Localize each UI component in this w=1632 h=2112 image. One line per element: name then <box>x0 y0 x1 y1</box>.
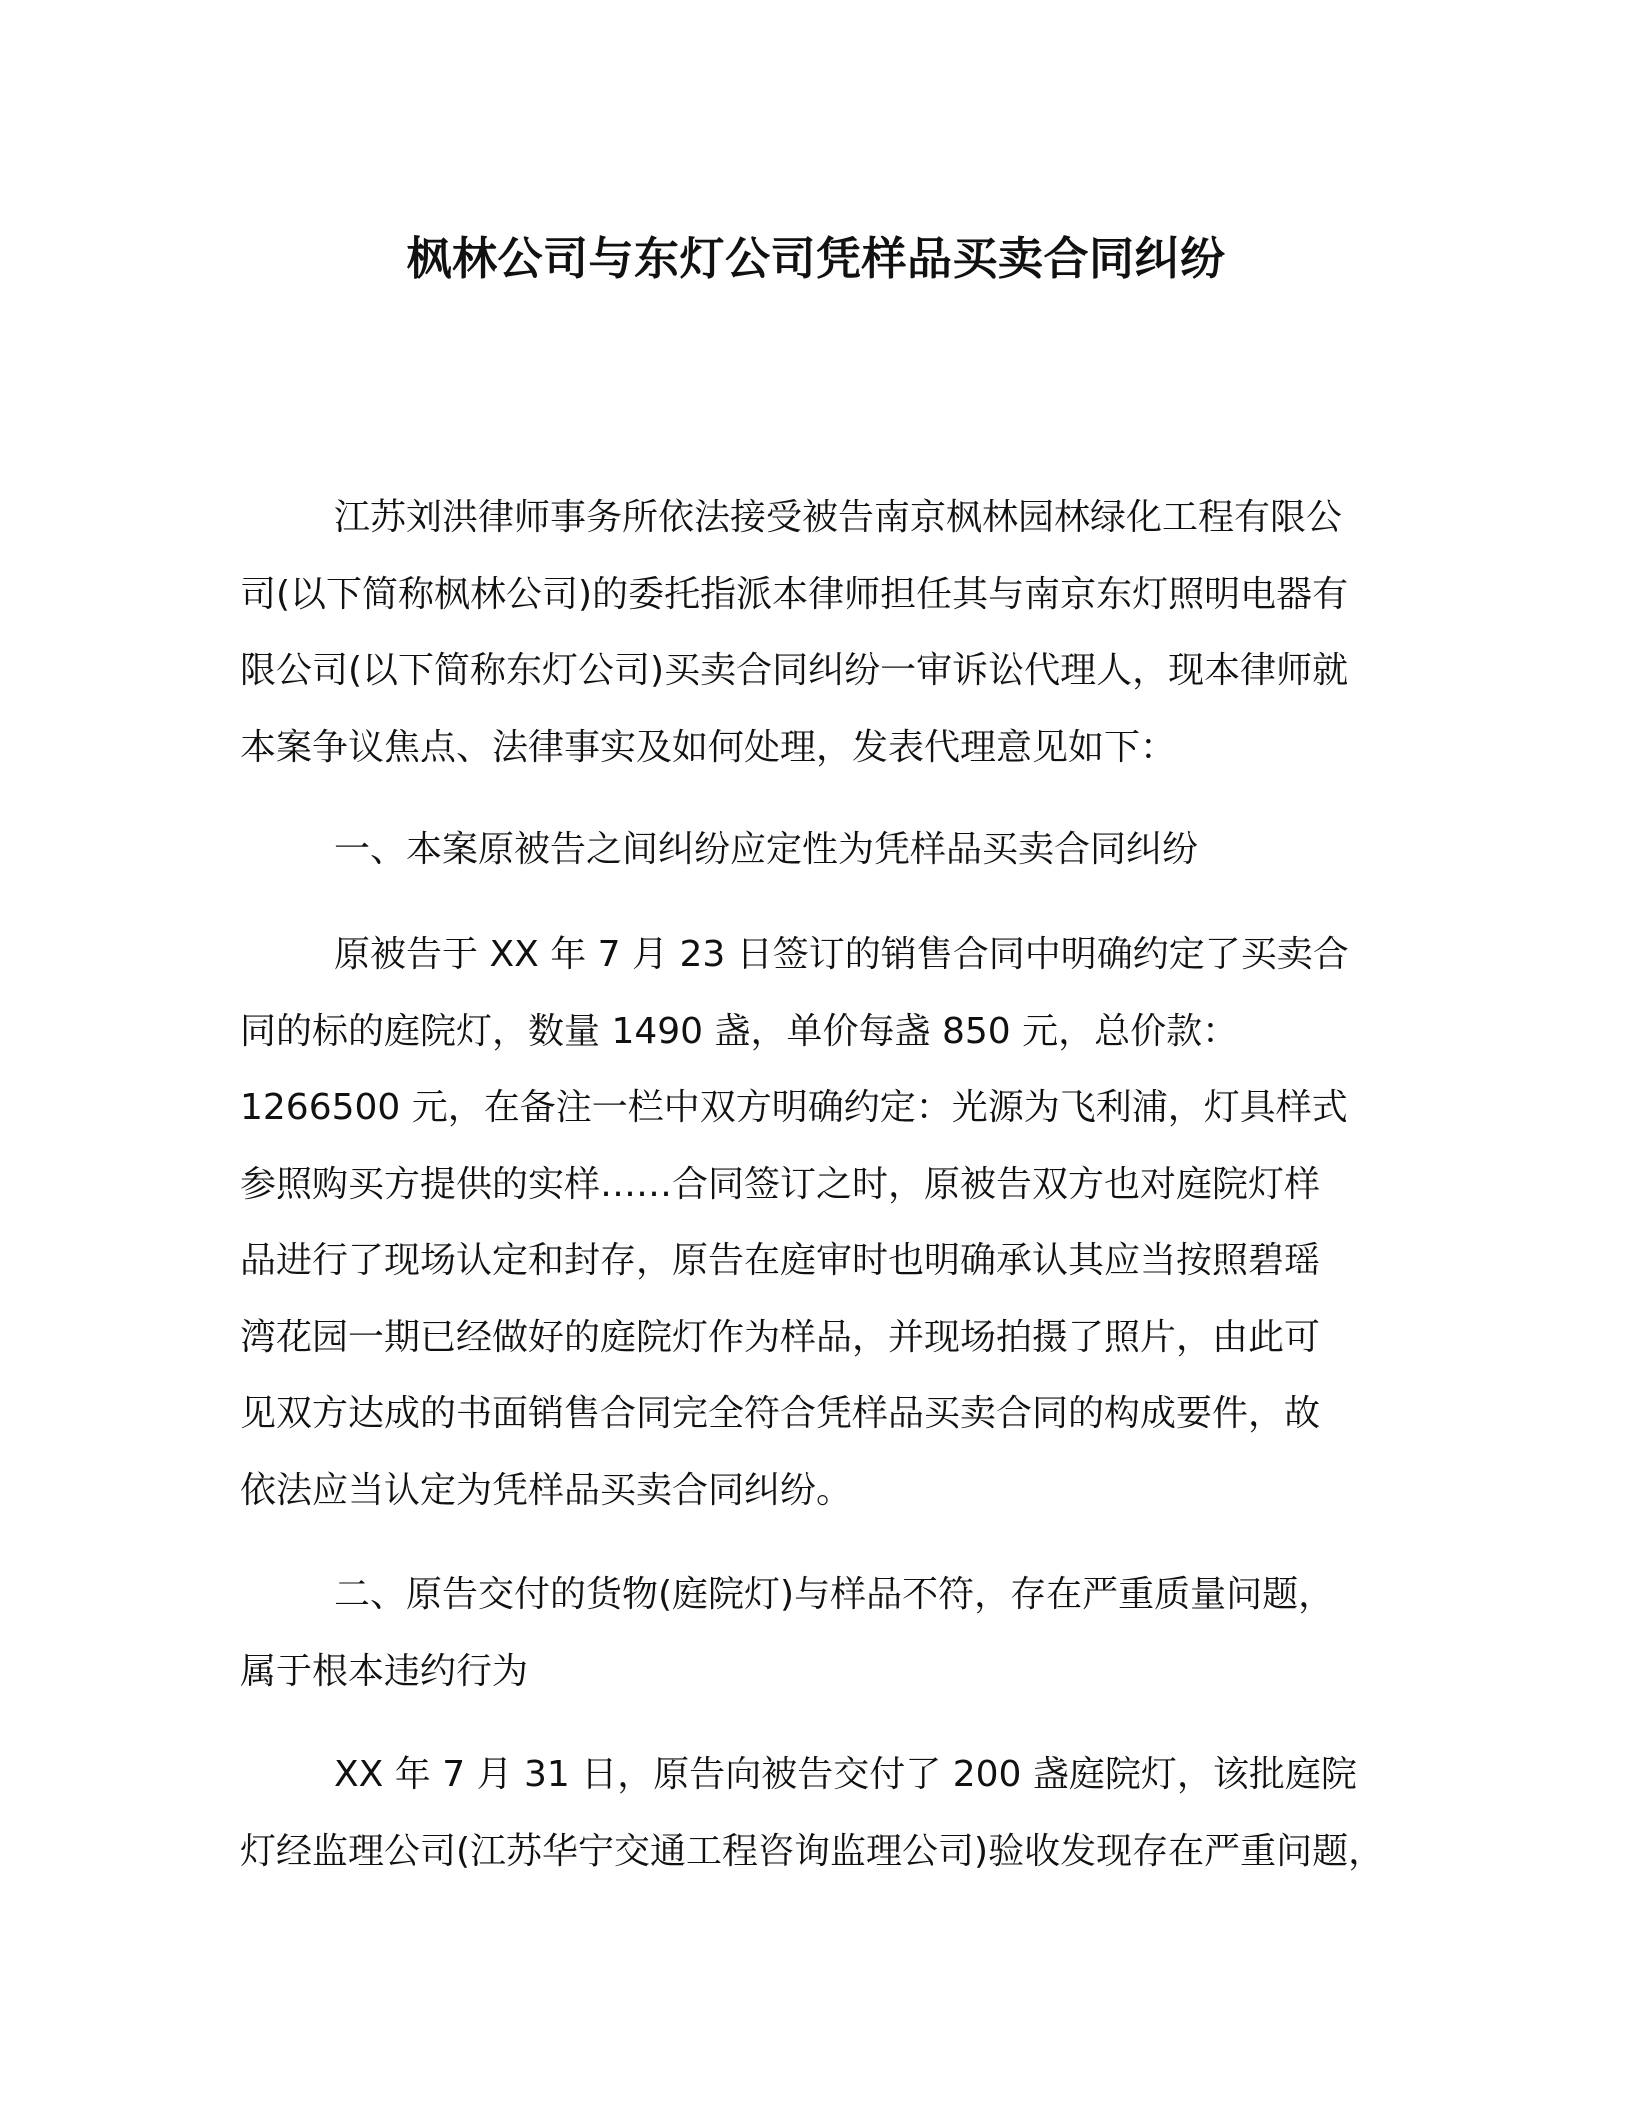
paragraph-line: 1266500 元，在备注一栏中双方明确约定：光源为飞利浦，灯具样式 <box>240 1087 1348 1128</box>
paragraph-line: 江苏刘洪律师事务所依法接受被告南京枫林园林绿化工程有限公 <box>334 497 1343 538</box>
paragraph-line: 限公司(以下简称东灯公司)买卖合同纠纷一审诉讼代理人，现本律师就 <box>240 650 1349 691</box>
paragraph-line: 同的标的庭院灯，数量 1490 盏，单价每盏 850 元，总价款： <box>240 1010 1239 1052</box>
paragraph-line: 司(以下简称枫林公司)的委托指派本律师担任其与南京东灯照明电器有 <box>240 573 1349 615</box>
paragraph-line: 品进行了现场认定和封存，原告在庭审时也明确承认其应当按照碧瑶 <box>240 1240 1321 1281</box>
paragraph-line: 参照购买方提供的实样……合同签订之时，原被告双方也对庭院灯样 <box>240 1163 1321 1205</box>
heading-line: 二、原告交付的货物(庭院灯)与样品不符，存在严重质量问题， <box>334 1574 1335 1615</box>
paragraph-line: 湾花园一期已经做好的庭院灯作为样品，并现场拍摄了照片，由此可 <box>240 1316 1321 1358</box>
heading-line: 一、本案原被告之间纠纷应定性为凭样品买卖合同纠纷 <box>334 829 1199 870</box>
heading-line: 属于根本违约行为 <box>240 1650 529 1692</box>
paragraph-intro <box>240 480 1348 786</box>
paragraph-section-2 <box>240 1737 1384 1890</box>
paragraph-line: 见双方达成的书面销售合同完全符合凭样品买卖合同的构成要件，故 <box>240 1393 1321 1434</box>
section-heading-1 <box>240 812 1198 889</box>
paragraph-section-1 <box>240 917 1349 1529</box>
paragraph-line: 本案争议焦点、法律事实及如何处理，发表代理意见如下： <box>240 726 1177 768</box>
paragraph-line: 依法应当认定为凭样品买卖合同纠纷。 <box>240 1469 853 1511</box>
paragraph-line: 灯经监理公司(江苏华宁交通工程咨询监理公司)验收发现存在严重问题， <box>240 1830 1385 1872</box>
document-title: 枫林公司与东灯公司凭样品买卖合同纠纷 <box>406 232 1226 285</box>
section-heading-2 <box>240 1557 1334 1710</box>
paragraph-line: 原被告于 XX 年 7 月 23 日签订的销售合同中明确约定了买卖合 <box>334 934 1349 975</box>
paragraph-line: XX 年 7 月 31 日，原告向被告交付了 200 盏庭院灯，该批庭院 <box>334 1754 1357 1795</box>
